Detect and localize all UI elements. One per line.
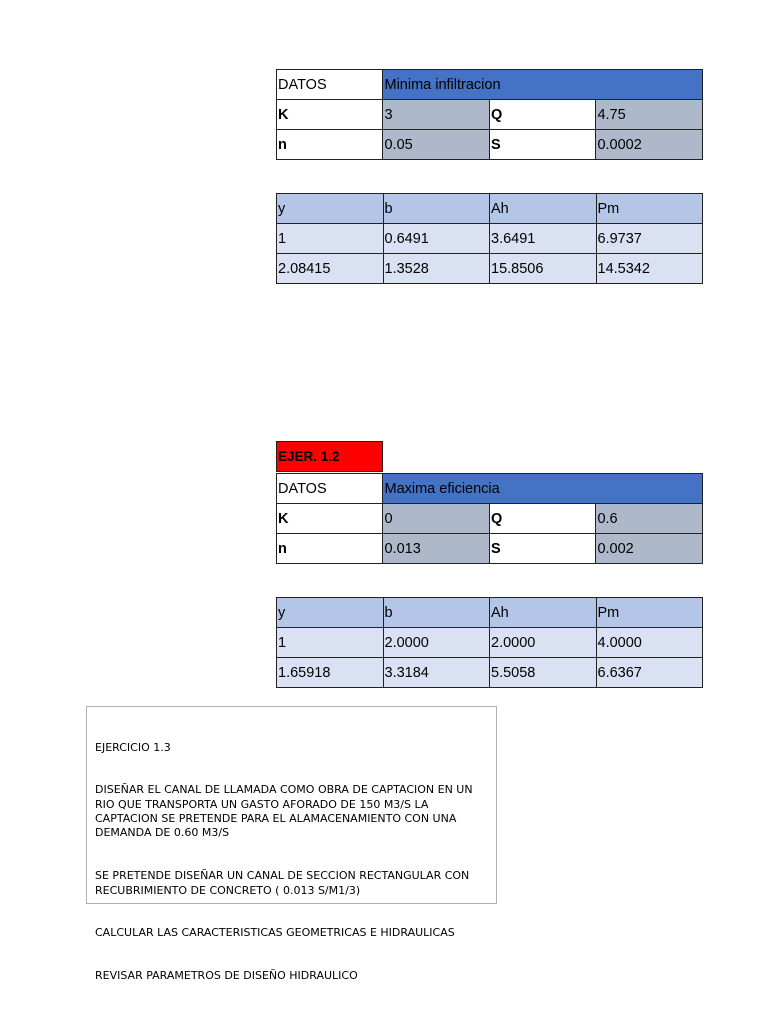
param-q-label[interactable]: Q [489,100,595,130]
datos-label[interactable]: DATOS [277,70,383,100]
param-s-value[interactable]: 0.0002 [596,130,703,160]
cell-y[interactable]: 2.08415 [277,254,384,284]
datos-table-minima-infiltracion [276,69,703,160]
header-pm[interactable]: Pm [596,194,703,224]
param-n-label[interactable]: n [277,130,383,160]
header-ah[interactable]: Ah [490,598,597,628]
header-b[interactable]: b [383,598,490,628]
header-y[interactable]: y [277,194,384,224]
param-k-value[interactable]: 0 [383,504,489,534]
param-k-label[interactable]: K [277,504,383,534]
param-s-value[interactable]: 0.002 [596,534,703,564]
table-row [277,658,703,688]
param-s-label[interactable]: S [489,130,595,160]
cell-b[interactable]: 0.6491 [383,224,490,254]
cell-y[interactable]: 1 [277,224,384,254]
cell-y[interactable]: 1.65918 [277,658,384,688]
cell-b[interactable]: 1.3528 [383,254,490,284]
table-title[interactable]: Minima infiltracion [383,70,703,100]
exercise-tag-table [276,441,383,472]
text-line: EJERCICIO 1.3 [95,740,171,754]
cell-ah[interactable]: 3.6491 [490,224,597,254]
param-q-label[interactable]: Q [489,504,595,534]
exercise-text-box[interactable] [86,706,497,983]
cell-ah[interactable]: 2.0000 [490,628,597,658]
cell-pm[interactable]: 6.6367 [596,658,703,688]
exercise-tag[interactable]: EJER. 1.2 [277,442,383,472]
param-s-label[interactable]: S [489,534,595,564]
datos-label[interactable]: DATOS [277,474,383,504]
cell-ah[interactable]: 5.5058 [490,658,597,688]
cell-b[interactable]: 3.3184 [383,658,490,688]
results-table-1 [276,193,703,284]
cell-b[interactable]: 2.0000 [383,628,490,658]
param-k-value[interactable]: 3 [383,100,489,130]
text-line: SE PRETENDE DISEÑAR UN CANAL DE SECCION RECTANGULAR CON RECUBRIMIENTO DE CONCRETO ( 0.013 S/M1/3) [95,869,473,897]
param-n-value[interactable]: 0.05 [383,130,489,160]
table-row [277,254,703,284]
param-k-label[interactable]: K [277,100,383,130]
param-n-value[interactable]: 0.013 [383,534,489,564]
datos-table-maxima-eficiencia [276,473,703,564]
results-table-2 [276,597,703,688]
header-y[interactable]: y [277,598,384,628]
cell-pm[interactable]: 6.9737 [596,224,703,254]
text-line: CALCULAR LAS CARACTERISTICAS GEOMETRICAS E HIDRAULICAS [95,926,455,940]
cell-y[interactable]: 1 [277,628,384,658]
header-ah[interactable]: Ah [490,194,597,224]
table-row [277,224,703,254]
header-pm[interactable]: Pm [596,598,703,628]
param-n-label[interactable]: n [277,534,383,564]
cell-ah[interactable]: 15.8506 [490,254,597,284]
param-q-value[interactable]: 4.75 [596,100,703,130]
param-q-value[interactable]: 0.6 [596,504,703,534]
header-b[interactable]: b [383,194,490,224]
text-line: DISEÑAR EL CANAL DE LLAMADA COMO OBRA DE CAPTACION EN UN RIO QUE TRANSPORTA UN GASTO AFORADO DE 150 M3/S LA CAPTACION SE PRETENDE PARA EL ALAMACENAMIENTO CON UNA DEMANDA DE 0.60 M3/S [95,783,477,840]
cell-pm[interactable]: 14.5342 [596,254,703,284]
table-row [277,628,703,658]
table-title[interactable]: Maxima eficiencia [383,474,703,504]
cell-pm[interactable]: 4.0000 [596,628,703,658]
text-line: REVISAR PARAMETROS DE DISEÑO HIDRAULICO [95,969,358,983]
